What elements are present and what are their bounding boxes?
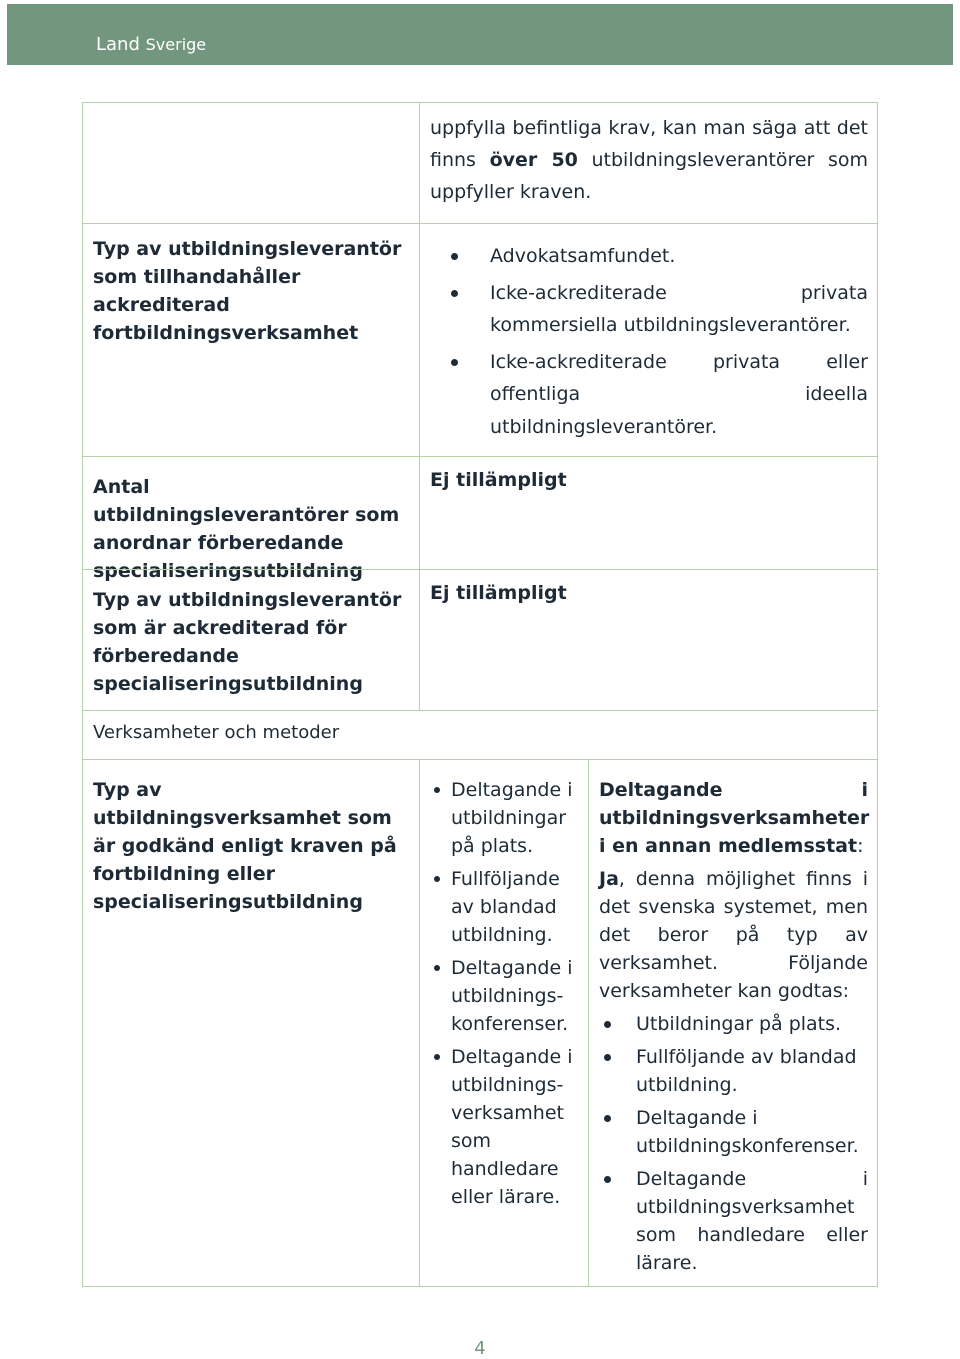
row0-value-text <box>430 112 868 208</box>
page-number: 4 <box>474 1338 486 1359</box>
section-header-cell <box>82 710 878 760</box>
list-item: Deltagande i utbildningskonferenser. <box>636 1104 868 1160</box>
activities-list <box>451 776 582 1211</box>
other-state-list <box>599 1010 868 1277</box>
row2-label-cell <box>82 456 420 582</box>
list-item: Advokatsamfundet. <box>490 240 868 273</box>
row3-label-cell <box>82 569 420 711</box>
list-item: Deltagande i utbildnings-verksamhet som handledare eller lärare. <box>451 1043 582 1211</box>
row1-label: Typ av utbildningsleverantör som tillhandahåller ackrediterad fortbildningsverksamhet <box>93 238 402 344</box>
other-state-answer-bold: Ja <box>599 868 619 890</box>
row0-text-pre: uppfylla befintliga krav, kan man säga att det finns <box>430 117 868 171</box>
row1-value-cell <box>419 223 878 457</box>
other-state-cell <box>588 759 878 1287</box>
header-title-main: Land <box>96 34 140 55</box>
other-state-heading <box>599 776 868 860</box>
header-title <box>96 34 206 56</box>
row2-label: Antal utbildningsleverantörer som anordnar förberedande specialiseringsutbildning <box>93 476 400 582</box>
list-item: Icke-ackrediterade privata eller offentliga ideella utbildningsleverantörer. <box>490 346 868 444</box>
page-header-bar <box>7 4 953 65</box>
activities-label-cell <box>82 759 420 1287</box>
list-item: Icke-ackrediterade privata kommersiella utbildningsleverantörer. <box>490 277 868 342</box>
row0-text-post: utbildningsleverantörer som uppfyller kraven. <box>430 149 868 203</box>
other-state-answer-text: , denna möjlighet finns i det svenska systemet, men det beror på typ av verksamhet. Följande verksamheter kan godtas: <box>599 868 868 1002</box>
list-item: Deltagande i utbildningsverksamhet som handledare eller lärare. <box>636 1165 868 1277</box>
list-item: Fullföljande av blandad utbildning. <box>451 865 582 949</box>
other-state-heading-colon: : <box>857 835 864 857</box>
row2-value-cell <box>419 456 878 570</box>
header-title-sub: Sverige <box>145 35 207 54</box>
row1-list <box>490 240 868 443</box>
list-item: Fullföljande av blandad utbildning. <box>636 1043 868 1099</box>
row1-label-cell <box>82 223 420 457</box>
row3-value: Ej tillämpligt <box>430 582 567 604</box>
other-state-heading-text: Deltagande i utbildningsverksamheter i en annan medlemsstat <box>599 779 870 857</box>
activities-list-cell <box>419 759 589 1287</box>
list-item: Deltagande i utbildningar på plats. <box>451 776 582 860</box>
row0-value-cell <box>419 102 878 224</box>
section-title: Verksamheter och metoder <box>93 722 340 743</box>
row0-text-bold: över 50 <box>489 149 578 171</box>
activities-label: Typ av utbildningsverksamhet som är godkänd enligt kraven på fortbildning eller specialiseringsutbildning <box>93 779 397 913</box>
list-item: Utbildningar på plats. <box>636 1010 868 1038</box>
other-state-answer <box>599 865 868 1005</box>
list-item: Deltagande i utbildnings-konferenser. <box>451 954 582 1038</box>
row0-label-cell <box>82 102 420 224</box>
row2-value: Ej tillämpligt <box>430 469 567 491</box>
row3-label: Typ av utbildningsleverantör som är ackrediterad för förberedande specialiseringsutbildning <box>93 589 402 695</box>
row3-value-cell <box>419 569 878 711</box>
